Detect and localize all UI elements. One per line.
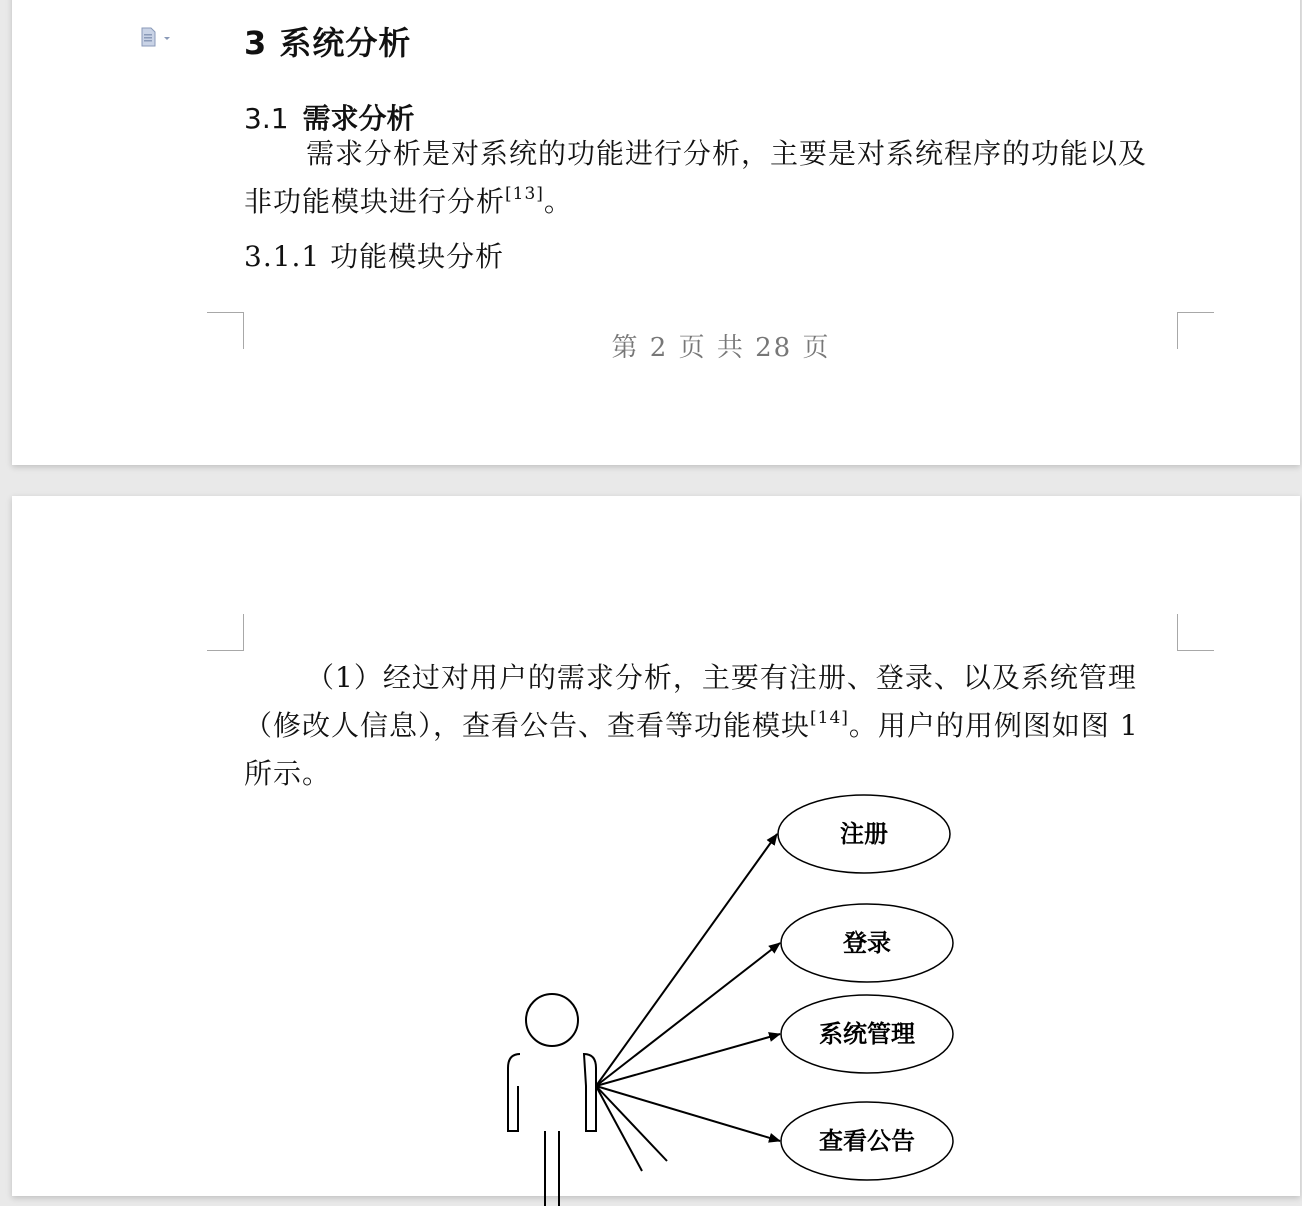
association-arrow (596, 943, 780, 1086)
heading2-title: 需求分析 (302, 102, 415, 135)
use-case-label: 登录 (843, 928, 891, 957)
paragraph-text: 非功能模块进行分析 (244, 185, 506, 218)
document-options-icon[interactable] (140, 26, 178, 48)
paragraph-line (244, 178, 1176, 226)
document-page-1 (12, 0, 1300, 465)
association-arrow (596, 1034, 780, 1086)
use-case-diagram (492, 786, 992, 1206)
association-arrow (596, 1086, 780, 1141)
heading2-number: 3.1 (244, 102, 289, 135)
page-footer: 第 2 页 共 28 页 (611, 333, 831, 363)
use-case-login (781, 904, 953, 982)
margin-corner-mark (1177, 614, 1214, 651)
paragraph-line (244, 702, 1176, 750)
user-requirements-paragraph (244, 654, 1176, 798)
user-actor-icon (508, 994, 596, 1206)
paragraph-line: （1）经过对用户的需求分析，主要有注册、登录、以及系统管理 (306, 661, 1137, 694)
use-case-label: 查看公告 (819, 1126, 915, 1155)
paragraph-text: 。用户的用例图如图 1 (848, 709, 1139, 742)
paragraph-text: （修改人信息），查看公告、查看等功能模块 (244, 709, 811, 742)
citation: [14] (810, 708, 849, 728)
margin-corner-mark (207, 614, 244, 651)
association-arrow (596, 834, 777, 1086)
use-case-label: 系统管理 (819, 1019, 915, 1048)
paragraph-line: 需求分析是对系统的功能进行分析，主要是对系统程序的功能以及 (306, 137, 1148, 170)
requirements-paragraph (244, 130, 1176, 226)
use-case-system-management (781, 995, 953, 1073)
heading-function-module-analysis: 3.1.1 功能模块分析 (244, 240, 505, 273)
paragraph-text: 。 (543, 185, 573, 218)
use-case-label: 注册 (840, 819, 888, 848)
document-page-2 (12, 496, 1300, 1196)
paragraph-line: 所示。 (244, 757, 332, 790)
heading-system-analysis: 3 系统分析 (244, 24, 412, 62)
association-arrows (596, 834, 780, 1171)
use-case-view-announcements (781, 1102, 953, 1180)
citation: [13] (505, 184, 544, 204)
use-case-register (778, 795, 950, 873)
